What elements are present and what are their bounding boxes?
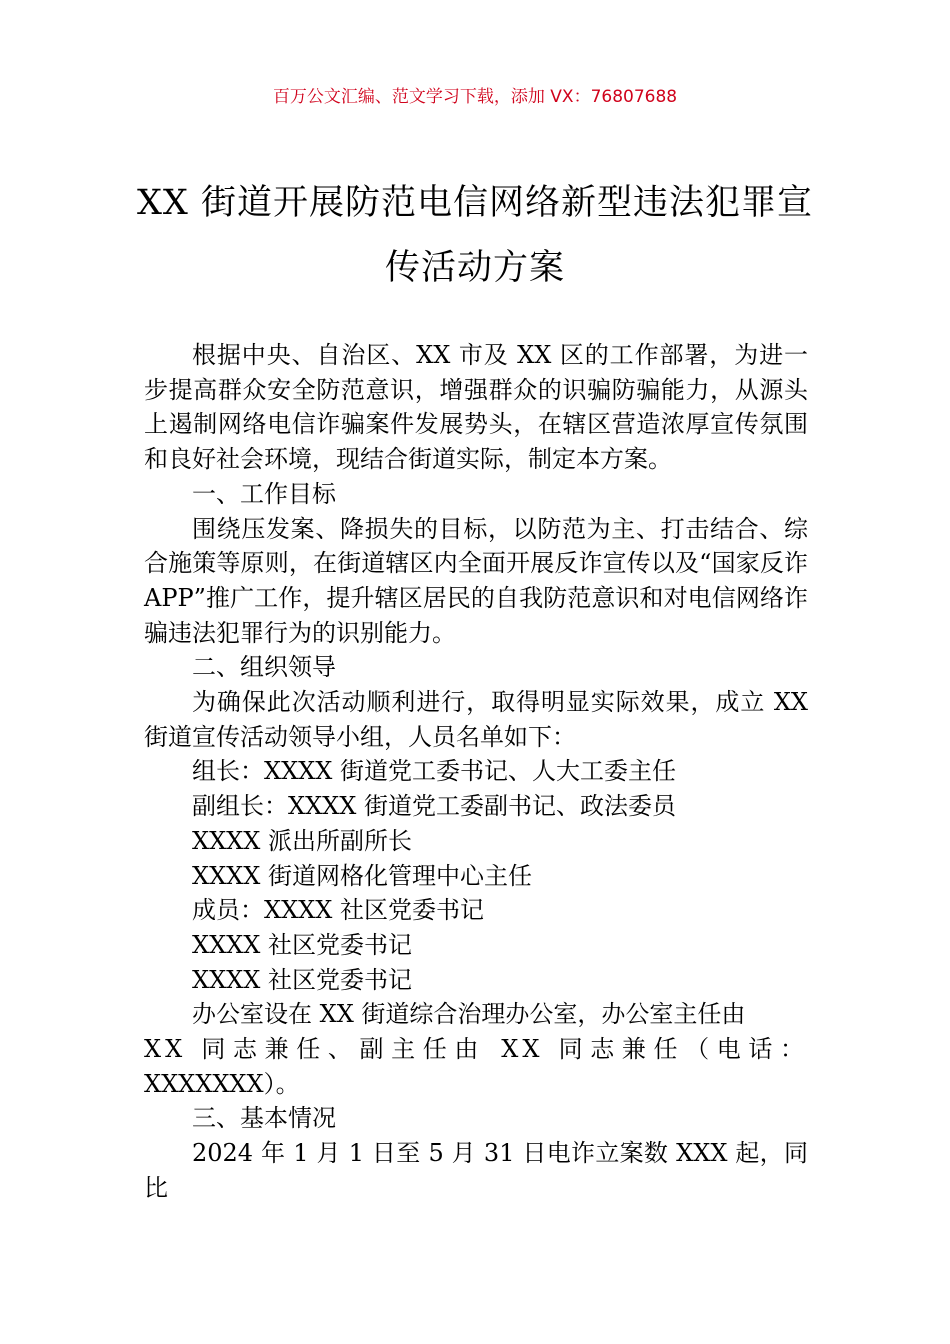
member-committee-2: XXXX 社区党委书记 xyxy=(192,930,412,959)
paragraph-office-line-2: XX 同志兼任、副主任由 XX 同志兼任（电话： xyxy=(144,1035,808,1064)
paragraph-organization: 为确保此次活动顺利进行，取得明显实际效果，成立 XX 街道宣传活动领导小组，人员名单如下： xyxy=(144,688,808,751)
member-police-deputy: XXXX 派出所副所长 xyxy=(192,826,412,855)
heading-basic-situation: 三、基本情况 xyxy=(192,1104,336,1133)
paragraph-work-goals: 围绕压发案、降损失的目标，以防范为主、打击结合、综合施策等原则，在街道辖区内全面开展反诈宣传以及“国家反诈 APP”推广工作，提升辖区居民的自我防范意识和对电信网络诈骗违法犯罪行为的识别能力。 xyxy=(144,514,808,647)
document-title-line-2: 传活动方案 xyxy=(384,248,565,288)
member-committee-1: 成员：XXXX 社区党委书记 xyxy=(192,896,484,925)
document-body xyxy=(144,338,808,1206)
member-grid-director: XXXX 街道网格化管理中心主任 xyxy=(192,861,532,890)
header-note: 百万公文汇编、范文学习下载，添加 VX：76807688 xyxy=(272,87,678,107)
member-leader: 组长：XXXX 街道党工委书记、人大工委主任 xyxy=(192,757,676,786)
document-title-line-1: XX 街道开展防范电信网络新型违法犯罪宣 xyxy=(137,183,813,223)
paragraph-office-line-3: XXXXXXX）。 xyxy=(144,1069,300,1098)
paragraph-office-line-1: 办公室设在 XX 街道综合治理办公室，办公室主任由 xyxy=(192,1000,746,1029)
heading-organization: 二、组织领导 xyxy=(192,653,336,682)
heading-work-goals: 一、工作目标 xyxy=(192,479,336,508)
member-committee-3: XXXX 社区党委书记 xyxy=(192,965,412,994)
paragraph-intro: 根据中央、自治区、XX 市及 XX 区的工作部署，为进一步提高群众安全防范意识，增强群众的识骗防骗能力，从源头上遏制网络电信诈骗案件发展势头，在辖区营造浓厚宣传氛围和良好社会环境，现结合街道实际，制定本方案。 xyxy=(144,341,808,474)
member-deputy-leader: 副组长：XXXX 街道党工委副书记、政法委员 xyxy=(192,792,676,821)
paragraph-basic-situation: 2024 年 1 月 1 日至 5 月 31 日电诈立案数 XXX 起，同比 xyxy=(144,1139,808,1202)
